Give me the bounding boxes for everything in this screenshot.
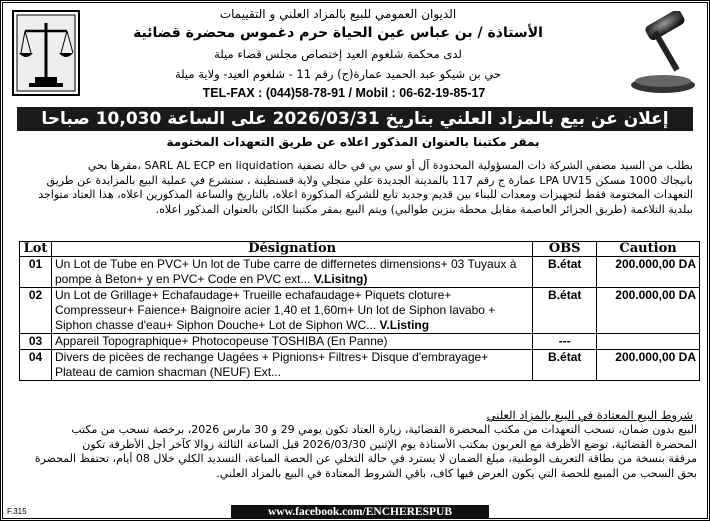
conditions-title: شروط البيع المعتادة في البيع بالمزاد العلني	[486, 408, 693, 422]
designation-text: Un Lot de Grillage+ Echafaudage+ Trueille echafaudage+ Piquets cloture+ Compresseur+ Faience+ Baignoire acier 1,40 et 1,60m+ Un lot de Siphon lavabo + Siphon chasse d'eau+ Siphon Douche+ Lot de Siphon WC...	[54, 288, 496, 332]
lot-designation	[51, 334, 532, 350]
lot-obs: B.état	[533, 288, 597, 334]
designation-text: Divers de picèes de rechange Uagées + Pignions+ Filtres+ Disque d'embrayage+ Plateau de camion shacman (NEUF) Ext...	[54, 350, 489, 379]
lot-obs: ---	[533, 334, 597, 350]
intro-paragraph	[21, 159, 693, 217]
lot-caution: 200.000,00 DA	[597, 350, 700, 381]
lot-number: 01	[20, 257, 52, 288]
col-designation: Désignation	[51, 242, 532, 257]
designation-text: Un Lot de Tube en PVC+ Un lot de Tube carre de differnetes dimensions+ 03 Tuyaux à pompe à Beton+ y en PVC+ Code en PVC ext...	[54, 257, 517, 286]
office-name: الديوان العمومي للبيع بالمزاد العلني و التقييمات	[219, 7, 457, 21]
auction-date-banner: إعلان عن بيع بالمزاد العلني بتاريخ 2026/03/31 على الساعة 10,030 صباحا	[17, 107, 693, 131]
lot-obs: B.état	[533, 257, 597, 288]
intro-line: ببلدية التلاغمة (طريق الجزائر العاصمة مقابل محطة بنزين طوالبي) ويتم البيع بمقر مكتبنا الكائن بالعنوان المذكور اعلاه.	[155, 202, 693, 216]
lots-table	[19, 241, 700, 381]
table-row	[20, 257, 700, 288]
intro-line: بانيجاك 1000 مسكن LPA UV15 عمارة ج رقم 117 بالمدينة الجديدة علي منجلي ولاية قسنطينة ، سنشرع في عملية البيع بالمزايدة عن طريق	[46, 173, 693, 187]
gavel-logo	[627, 11, 699, 99]
intro-line: التعهدات المختومة فقط لتجهيزات ومعدات للبناء بين قديم وجديد تابع للشركة المذكورة اعلاه، بالتاريخ والساعة المذكورين اعلاه، هذا العتاد متواجد	[38, 188, 693, 201]
conditions-paragraph	[17, 423, 697, 481]
lot-designation	[51, 257, 532, 288]
office-address: حي بن شيكو عبد الحميد عمارة(ج) رقم 11 - شلغوم العيد- ولاية ميلة	[174, 67, 502, 81]
conditions-line: المحضرة القضائية، توضع الأظرفة مع العربون بمكتب الأستاذة يوم الإثنين 2026/03/30 قبل الساعة الثالثة زوالا كآخر أجل الأظرفة تكون	[82, 437, 697, 451]
lot-caution	[597, 334, 700, 350]
lot-number: 02	[20, 288, 52, 334]
table-header-row	[20, 242, 700, 257]
conditions-line: مرفقة بنسخة من بطاقة التعريف الوطنية، مبلغ الضمان لا يسترد في حالة التخلي عن الحصة المباعة، التسديد الكلي خلال 08 أيام، تحتفظ المحضرة	[34, 452, 697, 465]
lot-designation	[51, 288, 532, 334]
bailiff-name: الأستاذة / بن عباس عين الحياة حرم دغموس محضرة قضائية	[133, 25, 543, 41]
listing-reference: V.Lisitng)	[310, 272, 368, 286]
contact-phones: TEL-FAX : (044)58-78-91 / Mobil : 06-62-19-85-17	[202, 86, 486, 100]
table-row	[20, 334, 700, 350]
col-caution: Caution	[597, 242, 700, 257]
reference-code: F.315	[7, 507, 27, 516]
conditions-line: بحق السحب من المبيع للحصة التي يكون العرض فيها كاف، باقي الشروط المعتادة في البيع بالمزاد العلني.	[216, 466, 697, 480]
lot-caution: 200.000,00 DA	[597, 288, 700, 334]
lot-obs: B.état	[533, 350, 597, 381]
lot-caution: 200.000,00 DA	[597, 257, 700, 288]
designation-text: Appareil Topographique+ Photocopeuse TOSHIBA (En Panne)	[54, 334, 388, 348]
scales-of-justice-logo	[11, 9, 81, 97]
lot-number: 03	[20, 334, 52, 350]
conditions-line: البيع بدون ضمان، تسحب التعهدات من مكتب المحضرة القضائية، زيارة العتاد تكون يومي 29 و 30 مارس 2026، برخصة تسحب من مكتب	[71, 423, 697, 436]
court-jurisdiction: لدى محكمة شلغوم العيد إختصاص مجلس قضاء ميلة	[214, 47, 462, 61]
lot-number: 04	[20, 350, 52, 381]
col-obs: OBS	[533, 242, 597, 257]
lot-designation	[51, 350, 532, 381]
table-row	[20, 288, 700, 334]
intro-line: بطلب من السيد مصفي الشركة ذات المسؤولية المحدودة آل أو سي بي في حالة تصفية SARL AL ECP en liquidation ،مقرها بحي	[87, 159, 693, 172]
table-row	[20, 350, 700, 381]
facebook-link[interactable]: www.facebook.com/ENCHERESPUB	[231, 505, 489, 519]
col-lot: Lot	[20, 242, 52, 257]
auction-subtitle: بمقر مكتبنا بالعنوان المذكور اعلاه عن طريق التعهدات المختومة	[166, 135, 540, 149]
listing-reference: V.Listing	[376, 318, 430, 332]
header	[3, 3, 707, 107]
